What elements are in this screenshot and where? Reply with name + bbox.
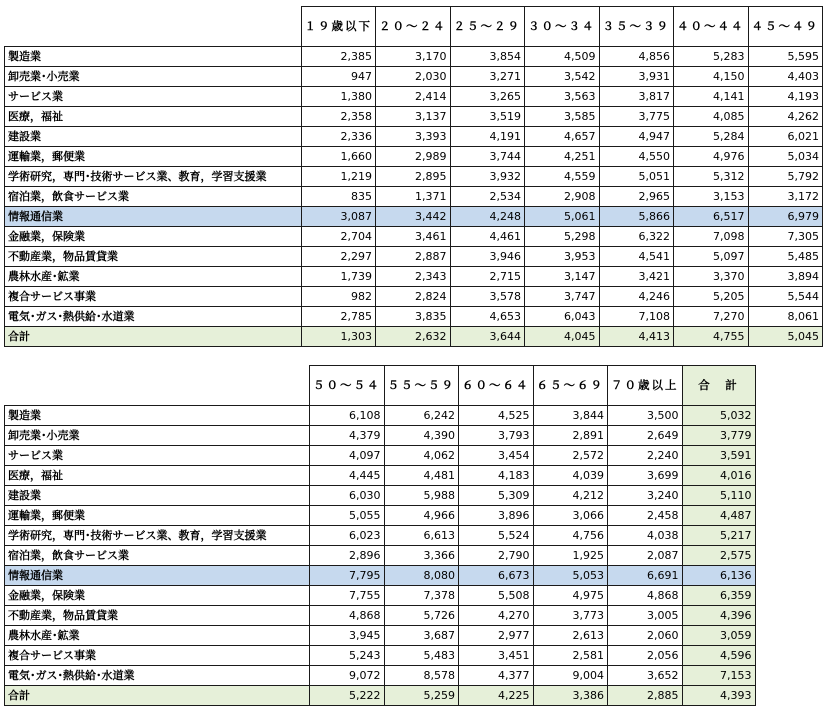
table-cell: 4,393 (682, 686, 755, 706)
table-cell: 3,946 (450, 247, 525, 267)
table-cell: 4,193 (748, 87, 823, 107)
row-label: 卸売業･小売業 (5, 426, 310, 446)
row-label: 運輸業，郵便業 (5, 506, 310, 526)
table-cell: 2,649 (608, 426, 683, 446)
table-cell: 3,170 (376, 47, 451, 67)
table-cell: 9,072 (310, 666, 385, 686)
column-header: ３０～３４ (525, 7, 600, 47)
table-cell: 8,061 (748, 307, 823, 327)
table-cell: 1,739 (301, 267, 376, 287)
table-cell: 4,248 (450, 207, 525, 227)
table-cell: 2,336 (301, 127, 376, 147)
column-header: ７０歳以上 (608, 366, 683, 406)
table-cell: 2,989 (376, 147, 451, 167)
table-cell: 4,262 (748, 107, 823, 127)
table-cell: 5,508 (459, 586, 534, 606)
table-cell: 3,932 (450, 167, 525, 187)
column-header: ５５～５９ (384, 366, 459, 406)
salary-table-age-under-50 (4, 6, 823, 347)
table-cell: 3,835 (376, 307, 451, 327)
table-cell: 4,212 (533, 486, 608, 506)
table-cell: 5,284 (674, 127, 749, 147)
table-cell: 3,699 (608, 466, 683, 486)
table-cell: 6,359 (682, 586, 755, 606)
row-label: 複合サービス事業 (5, 646, 310, 666)
table-cell: 4,379 (310, 426, 385, 446)
table-cell: 4,481 (384, 466, 459, 486)
table-cell: 5,205 (674, 287, 749, 307)
table-cell: 835 (301, 187, 376, 207)
table-cell: 3,172 (748, 187, 823, 207)
table-cell: 2,572 (533, 446, 608, 466)
table-cell: 1,303 (301, 327, 376, 347)
table-cell: 4,653 (450, 307, 525, 327)
row-label: 建設業 (5, 486, 310, 506)
table-cell: 4,445 (310, 466, 385, 486)
row-label: 医療，福祉 (5, 107, 302, 127)
table-cell: 3,451 (459, 646, 534, 666)
table-cell: 4,016 (682, 466, 755, 486)
table-cell: 3,393 (376, 127, 451, 147)
table-row (5, 207, 823, 227)
column-header: ３５～３９ (599, 7, 674, 47)
table-cell: 3,153 (674, 187, 749, 207)
table-cell: 2,060 (608, 626, 683, 646)
table-cell: 5,524 (459, 526, 534, 546)
table-cell: 3,461 (376, 227, 451, 247)
table-cell: 1,925 (533, 546, 608, 566)
table-cell: 4,085 (674, 107, 749, 127)
table-cell: 3,442 (376, 207, 451, 227)
row-label: 学術研究，専門･技術サービス業、教育，学習支援業 (5, 167, 302, 187)
table-cell: 4,947 (599, 127, 674, 147)
table-cell: 4,509 (525, 47, 600, 67)
row-label: 宿泊業，飲食サービス業 (5, 546, 310, 566)
table-cell: 3,059 (682, 626, 755, 646)
table-cell: 8,578 (384, 666, 459, 686)
table-cell: 5,988 (384, 486, 459, 506)
table-cell: 4,270 (459, 606, 534, 626)
table-cell: 5,312 (674, 167, 749, 187)
table-cell: 3,265 (450, 87, 525, 107)
table-cell: 7,755 (310, 586, 385, 606)
table-cell: 5,309 (459, 486, 534, 506)
row-label: 合計 (5, 686, 310, 706)
row-label: 学術研究，専門･技術サービス業、教育，学習支援業 (5, 526, 310, 546)
table-cell: 5,259 (384, 686, 459, 706)
table-cell: 5,055 (310, 506, 385, 526)
table-cell: 3,240 (608, 486, 683, 506)
table-cell: 2,534 (450, 187, 525, 207)
table-cell: 4,377 (459, 666, 534, 686)
table-cell: 3,775 (599, 107, 674, 127)
column-header: ５０～５４ (310, 366, 385, 406)
table-cell: 5,483 (384, 646, 459, 666)
table-cell: 5,032 (682, 406, 755, 426)
table-row (5, 127, 823, 147)
table-cell: 4,246 (599, 287, 674, 307)
column-header: ６０～６４ (459, 366, 534, 406)
table-cell: 6,691 (608, 566, 683, 586)
table-row (5, 187, 823, 207)
table-cell: 4,097 (310, 446, 385, 466)
table-row (5, 167, 823, 187)
table-cell: 6,023 (310, 526, 385, 546)
table-cell: 5,595 (748, 47, 823, 67)
table-cell: 4,856 (599, 47, 674, 67)
table-cell: 4,038 (608, 526, 683, 546)
column-header: ２５～２９ (450, 7, 525, 47)
table-cell: 9,004 (533, 666, 608, 686)
table-cell: 4,183 (459, 466, 534, 486)
table-cell: 6,517 (674, 207, 749, 227)
column-header: ２０～２４ (376, 7, 451, 47)
table-row (5, 526, 756, 546)
table-cell: 4,413 (599, 327, 674, 347)
table-cell: 4,039 (533, 466, 608, 486)
table-cell: 2,343 (376, 267, 451, 287)
table-cell: 4,868 (608, 586, 683, 606)
row-label: 電気･ガス･熱供給･水道業 (5, 666, 310, 686)
row-label: 金融業，保険業 (5, 586, 310, 606)
row-label: 製造業 (5, 47, 302, 67)
row-label: 農林水産･鉱業 (5, 267, 302, 287)
table-cell: 4,755 (674, 327, 749, 347)
table-cell: 2,965 (599, 187, 674, 207)
header-row (5, 366, 756, 406)
table-cell: 4,550 (599, 147, 674, 167)
table-cell: 2,715 (450, 267, 525, 287)
table-cell: 5,243 (310, 646, 385, 666)
table-cell: 3,945 (310, 626, 385, 646)
table-row (5, 666, 756, 686)
table-cell: 5,045 (748, 327, 823, 347)
row-label: 製造業 (5, 406, 310, 426)
table-row (5, 227, 823, 247)
table-row (5, 486, 756, 506)
table-cell: 2,790 (459, 546, 534, 566)
table-cell: 5,053 (533, 566, 608, 586)
row-label: 金融業，保険業 (5, 227, 302, 247)
table-cell: 6,979 (748, 207, 823, 227)
table-cell: 5,866 (599, 207, 674, 227)
table-cell: 6,242 (384, 406, 459, 426)
table-cell: 1,371 (376, 187, 451, 207)
table-cell: 3,563 (525, 87, 600, 107)
table-cell: 5,051 (599, 167, 674, 187)
column-header: ４０～４４ (674, 7, 749, 47)
total-row (5, 686, 756, 706)
row-label: 運輸業，郵便業 (5, 147, 302, 167)
table-cell: 5,792 (748, 167, 823, 187)
table-cell: 6,108 (310, 406, 385, 426)
table-cell: 1,380 (301, 87, 376, 107)
table-cell: 3,147 (525, 267, 600, 287)
table-cell: 5,061 (525, 207, 600, 227)
table-cell: 7,153 (682, 666, 755, 686)
row-label: 宿泊業，飲食サービス業 (5, 187, 302, 207)
row-label: 農林水産･鉱業 (5, 626, 310, 646)
table-cell: 5,222 (310, 686, 385, 706)
table-cell: 6,673 (459, 566, 534, 586)
row-label: 情報通信業 (5, 566, 310, 586)
table-cell: 3,087 (301, 207, 376, 227)
table-cell: 7,795 (310, 566, 385, 586)
table-cell: 3,386 (533, 686, 608, 706)
table-row (5, 47, 823, 67)
table-cell: 4,225 (459, 686, 534, 706)
table-cell: 3,687 (384, 626, 459, 646)
table-cell: 4,141 (674, 87, 749, 107)
table-cell: 3,591 (682, 446, 755, 466)
table-cell: 4,868 (310, 606, 385, 626)
table-row (5, 267, 823, 287)
table-cell: 3,854 (450, 47, 525, 67)
table-cell: 6,322 (599, 227, 674, 247)
table-cell: 4,062 (384, 446, 459, 466)
table-cell: 2,785 (301, 307, 376, 327)
table-cell: 2,704 (301, 227, 376, 247)
table-cell: 7,378 (384, 586, 459, 606)
table-cell: 3,500 (608, 406, 683, 426)
table-cell: 6,136 (682, 566, 755, 586)
row-label: 卸売業･小売業 (5, 67, 302, 87)
table-row (5, 147, 823, 167)
table-cell: 5,283 (674, 47, 749, 67)
table-cell: 3,896 (459, 506, 534, 526)
table-cell: 2,575 (682, 546, 755, 566)
table-cell: 2,414 (376, 87, 451, 107)
table-cell: 4,976 (674, 147, 749, 167)
row-label: 情報通信業 (5, 207, 302, 227)
table-cell: 2,887 (376, 247, 451, 267)
table-row (5, 247, 823, 267)
table-row (5, 87, 823, 107)
table-row (5, 626, 756, 646)
column-header: １９歳以下 (301, 7, 376, 47)
table-cell: 5,110 (682, 486, 755, 506)
table-cell: 2,385 (301, 47, 376, 67)
table-cell: 2,977 (459, 626, 534, 646)
table-cell: 3,137 (376, 107, 451, 127)
table-row (5, 406, 756, 426)
corner-cell (5, 7, 302, 47)
table-cell: 4,596 (682, 646, 755, 666)
table-row (5, 107, 823, 127)
table-cell: 3,066 (533, 506, 608, 526)
row-label: 複合サービス事業 (5, 287, 302, 307)
table-cell: 5,485 (748, 247, 823, 267)
table-cell: 982 (301, 287, 376, 307)
table-cell: 2,297 (301, 247, 376, 267)
table-cell: 3,931 (599, 67, 674, 87)
table-cell: 2,885 (608, 686, 683, 706)
table-cell: 4,525 (459, 406, 534, 426)
table-cell: 3,953 (525, 247, 600, 267)
table-cell: 4,251 (525, 147, 600, 167)
row-label: 不動産業，物品賃貸業 (5, 247, 302, 267)
table-cell: 6,613 (384, 526, 459, 546)
table-row (5, 566, 756, 586)
table-cell: 1,660 (301, 147, 376, 167)
table-cell: 947 (301, 67, 376, 87)
table-cell: 4,045 (525, 327, 600, 347)
table-cell: 3,644 (450, 327, 525, 347)
table-cell: 3,773 (533, 606, 608, 626)
row-label: 建設業 (5, 127, 302, 147)
total-row (5, 327, 823, 347)
table-cell: 2,358 (301, 107, 376, 127)
table-cell: 3,421 (599, 267, 674, 287)
column-header: ４５～４９ (748, 7, 823, 47)
table-cell: 5,544 (748, 287, 823, 307)
table-cell: 3,454 (459, 446, 534, 466)
table-cell: 2,908 (525, 187, 600, 207)
table-cell: 2,632 (376, 327, 451, 347)
table-cell: 3,844 (533, 406, 608, 426)
table-cell: 7,270 (674, 307, 749, 327)
table-cell: 4,657 (525, 127, 600, 147)
table-cell: 4,461 (450, 227, 525, 247)
table-cell: 4,487 (682, 506, 755, 526)
row-label: 合計 (5, 327, 302, 347)
table-cell: 3,370 (674, 267, 749, 287)
table-cell: 3,005 (608, 606, 683, 626)
table-cell: 3,271 (450, 67, 525, 87)
table-row (5, 67, 823, 87)
table-cell: 4,966 (384, 506, 459, 526)
table-cell: 3,366 (384, 546, 459, 566)
table-cell: 4,403 (748, 67, 823, 87)
table-cell: 2,087 (608, 546, 683, 566)
table-cell: 2,613 (533, 626, 608, 646)
table-cell: 7,098 (674, 227, 749, 247)
table-cell: 4,390 (384, 426, 459, 446)
row-label: 医療，福祉 (5, 466, 310, 486)
table-cell: 4,150 (674, 67, 749, 87)
table-row (5, 546, 756, 566)
table-cell: 3,894 (748, 267, 823, 287)
table-row (5, 466, 756, 486)
table-cell: 6,043 (525, 307, 600, 327)
salary-table-age-50-and-over (4, 365, 756, 706)
table-cell: 3,542 (525, 67, 600, 87)
table-cell: 2,895 (376, 167, 451, 187)
table-row (5, 287, 823, 307)
table-cell: 4,975 (533, 586, 608, 606)
table-cell: 7,305 (748, 227, 823, 247)
row-label: サービス業 (5, 446, 310, 466)
table-cell: 2,030 (376, 67, 451, 87)
table-cell: 3,578 (450, 287, 525, 307)
row-label: 電気･ガス･熱供給･水道業 (5, 307, 302, 327)
table-cell: 2,824 (376, 287, 451, 307)
table-cell: 3,793 (459, 426, 534, 446)
column-header: ６５～６９ (533, 366, 608, 406)
total-column-header: 合 計 (682, 366, 755, 406)
table-row (5, 446, 756, 466)
table-cell: 3,817 (599, 87, 674, 107)
table-row (5, 426, 756, 446)
table-row (5, 307, 823, 327)
table-cell: 5,097 (674, 247, 749, 267)
table-cell: 2,056 (608, 646, 683, 666)
table-cell: 3,519 (450, 107, 525, 127)
table-cell: 4,191 (450, 127, 525, 147)
table-cell: 2,240 (608, 446, 683, 466)
table-cell: 5,217 (682, 526, 755, 546)
table-row (5, 606, 756, 626)
table-cell: 4,541 (599, 247, 674, 267)
table-cell: 2,458 (608, 506, 683, 526)
table-cell: 3,652 (608, 666, 683, 686)
header-row (5, 7, 823, 47)
table-cell: 3,585 (525, 107, 600, 127)
table-cell: 3,747 (525, 287, 600, 307)
table-row (5, 646, 756, 666)
row-label: 不動産業，物品賃貸業 (5, 606, 310, 626)
table-cell: 1,219 (301, 167, 376, 187)
table-row (5, 506, 756, 526)
table-cell: 4,559 (525, 167, 600, 187)
table-cell: 6,021 (748, 127, 823, 147)
table-cell: 2,891 (533, 426, 608, 446)
table-cell: 2,581 (533, 646, 608, 666)
table-cell: 4,756 (533, 526, 608, 546)
table-cell: 8,080 (384, 566, 459, 586)
table-row (5, 586, 756, 606)
table-cell: 5,726 (384, 606, 459, 626)
table-cell: 3,744 (450, 147, 525, 167)
corner-cell (5, 366, 310, 406)
table-cell: 4,396 (682, 606, 755, 626)
table-cell: 3,779 (682, 426, 755, 446)
table-cell: 5,034 (748, 147, 823, 167)
table-cell: 5,298 (525, 227, 600, 247)
row-label: サービス業 (5, 87, 302, 107)
table-cell: 7,108 (599, 307, 674, 327)
table-cell: 6,030 (310, 486, 385, 506)
table-cell: 2,896 (310, 546, 385, 566)
